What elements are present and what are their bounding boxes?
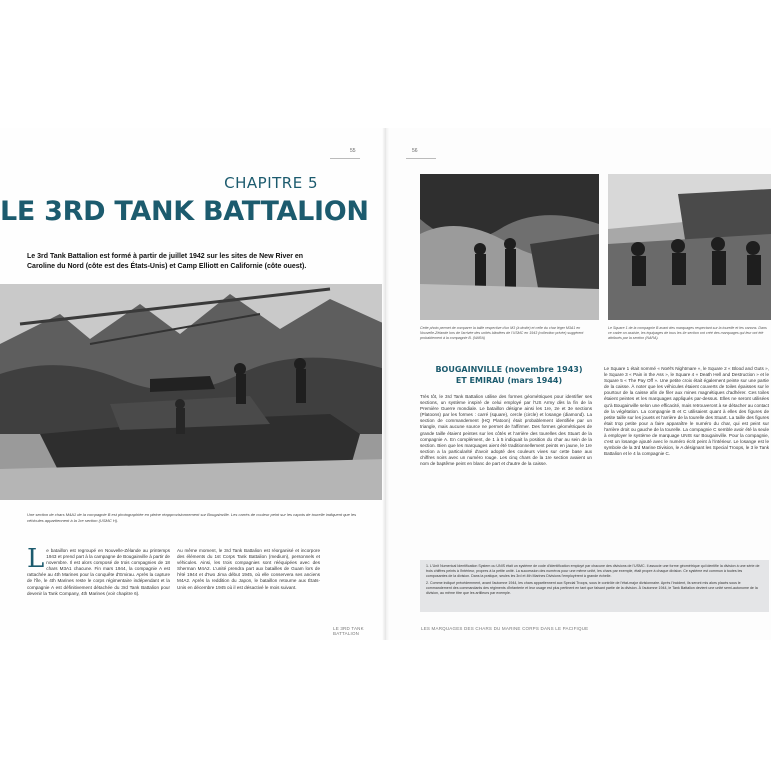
right-page	[386, 128, 771, 640]
photo-crew-on-tank	[608, 174, 771, 320]
section-heading-line-1: BOUGAINVILLE (novembre 1943)	[435, 365, 583, 374]
book-gutter	[382, 128, 390, 640]
book-spread	[0, 128, 771, 640]
main-photo-tanks-jungle	[0, 284, 385, 500]
left-page-number: 55	[350, 148, 356, 154]
photo-tank-crew-jungle	[420, 174, 599, 320]
footnotes-box	[420, 560, 769, 612]
left-column-1	[27, 544, 170, 597]
chapter-title: LE 3RD TANK BATTALION	[0, 196, 369, 227]
drop-cap: L	[27, 544, 45, 574]
right-column-1: Très tôt, le 3rd Tank Battalion utilise des formes géométriques pour identifier ses sections, un système inspiré de celui employé par l'US Army dès la fin de la Première Guerre mondiale. Le bataillon désigne ainsi les 1re, 2e et 3e sections (Platoons) par les formes : carré (square), cercle (circle) et losange (diamond). La section de commandement (HQ Platoon) était probablement identifiée par un triangle, mais aucune source ne permet de l'affirmer. Des formes géométriques de grande taille étaient peintes sur les côtés et l'arrière des tourelles des Stuart de la compagnie A. En complément, de 1 à 5 indiquait la position du char au sein de la section. Bien que les marquages aient été traditionnellement peints en jaune, le 1re section a la particularité d'avoir adopté des couleurs vives sur cette base aux chiffres noirs avec un numéro rouge. Les cinq chars de la 1re section avaient un nom de baptême peint en blanc de part et d'autre de la caisse.	[420, 394, 592, 467]
right-page-number: 56	[412, 148, 418, 154]
section-heading-line-2: ET EMIRAU (mars 1944)	[455, 376, 563, 385]
left-column-1-text: e bataillon est regroupé en Nouvelle-Zélande au printemps 1943 et prend part à la campagne de Bougainville à partir de novembre. Il est alors composé de trois compagnies de 18 chars M3A1 chacune. Fin mars 1944, la compagnie A est rattachée au 4th Marines pour la conquête d'Emirau. Après la capture de l'île, le 4th Marines reste le corps régimentaire indépendant et la compagnie A est définitivement détachée du 3rd Tank Battalion pour devenir la Tank Company, 4th Marines (voir chapitre 6).	[27, 548, 170, 596]
left-column-2: Au même moment, le 3rd Tank Battalion est réorganisé et incorpore des éléments du 1st Corps Tank Battalion (medium), personnels et véhicules. Ainsi, les trois compagnies sont rééquipées avec des Sherman M4A2. L'unité prendra part aux batailles de Guam lors de l'été 1944 et d'Iwo Jima début 1945, où elle conservera ses anciens M4A2. Après la reddition du Japon, le bataillon retourne aux États-Unis en décembre 1945 où il est désactivé le mois suivant.	[177, 548, 320, 590]
chapter-number: CHAPITRE 5	[224, 174, 318, 192]
right-folio-rule	[406, 158, 436, 159]
right-column-2: Le Square 1 était nommé « Noël's Nightmare », le Square 2 « Blood and Guts », le Square 3 « Pain in the Ass », le Square 4 « Death Hell and Destruction » et le Square 5 « The Pay Off ». Une petite croix était également peinte sur une partie de la caisse. À noter que les véhicules étaient couverts de toiles épaisses sur le pourtour de la caisse afin de filer aux mines magnétiques d'adhérer. Ces toiles étaient peintes et les marquages appliqués par-dessus. Elles ne seront utilisées qu'à Bougainville selon une efficacité, mais retrouveront à se détacher au contact de la végétation. La compagnie B et C utilisaient quant à elles des figures de petite taille sur les jouets et l'arrière de la tourelle des Stuart. La taille des figures était trop petite pour a faire apparaître le numéro du char, qui est peint sur l'arrière droit ou gauche de la tourelle. La compagnie C semble avoir été la seule à employer le système de marquage UNIS sur Bougainville. Pour la compagnie, c'est un losange ajouté avec le numéro écrit peint à l'intérieur. Le losange est le symbole de la 3rd Marine Division, le A désignant les Special Troops, le 3 le Tank Battalion et le 4 la compagnie C.	[604, 366, 769, 457]
photo-2-caption: Le Square 1 de la compagnie B avant des marquages respectant sur la tourelle et les canons. Dans ce cadre on assiste, les équipages de tous les 4e section ont créé des marquages qui leur ont été attribués par la section (NARA).	[608, 326, 767, 340]
left-running-footer: LE 3RD TANK BATTALION	[333, 626, 364, 636]
chapter-lead: Le 3rd Tank Battalion est formé à partir de juillet 1942 sur les sites de New River en Caroline du Nord (côte est des États-Unis) et Camp Elliott en Californie (côte ouest).	[27, 253, 307, 270]
left-folio-rule	[330, 158, 360, 159]
photo-1-caption: Cette photo permet de comparer la taille respective d'un M3 (à droite) et celle du char léger M3A1 en Nouvelle-Zélande lors de l'arrivée des unités blindées de l'USMC en 1943 (collection privée) suggèrent probablement à la compagnie B. (NARA)	[420, 326, 584, 340]
left-page	[0, 128, 385, 640]
right-running-footer: LES MARQUAGES DES CHARS DU MARINE CORPS DANS LE PACIFIQUE	[421, 626, 589, 631]
footnote-1: 1. L'Unit Numerical Identification System ou UNIS était un système de code d'identification employé par chacune des divisions de l'USMC. Il associe une forme géométrique qui identifie la division à une série de trois chiffres peints à l'intérieur, propres à la petite unité. La succession des numéros pour une même unité, les chars par exemple, était propre à chaque division. Ce système est commun à toutes les composantes de la division. Dans la pratique, seules les 3rd et 4th Marines Divisions l'employèrent à grande échelle.	[426, 564, 760, 579]
section-heading	[420, 364, 598, 386]
footnote-2: 2. Comme indiqué précédemment, avant l'automne 1944, les chars appartiennent aux Special Troops, sous le contrôle de l'état-major divisionnaire. Après l'incident, ils seront mis alors placés sous le commandement des commandants des régiments d'infanterie et leur usage est plus pertinent en tant que faisant partie de la division. À l'automne 1944, le Tank Battalion devient une unité semi-autonome de la division, au même titre que les artilleurs par exemple.	[426, 580, 758, 596]
main-photo-caption: Une section de chars M4A1 de la compagnie B est photographiée en pleine réapprovisionnement sur Bougainville. Les carrés de couleur peint sur les capots de tourelle indiquent que les véhicules appartiennent à la 1re section (USMC H).	[27, 512, 357, 523]
